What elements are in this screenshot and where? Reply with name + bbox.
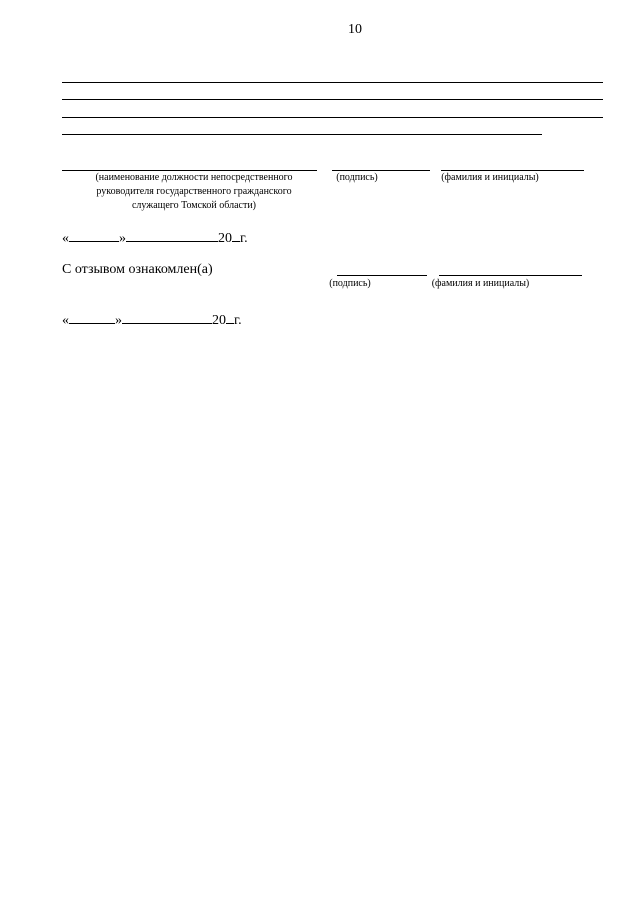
date-field-1 [62, 227, 248, 248]
date-1-year-prefix: 20 [218, 231, 232, 246]
date-2-year-blank [226, 309, 234, 324]
page-number: 10 [348, 22, 362, 37]
date-1-year-blank [232, 227, 240, 242]
text-line-3 [62, 117, 603, 118]
date-1-close-quote: » [119, 231, 126, 246]
text-line-1 [62, 82, 603, 83]
date-2-year-prefix: 20 [212, 313, 226, 328]
date-1-month-blank [126, 227, 218, 242]
employee-name-line [439, 275, 582, 276]
date-2-year-suffix: г. [234, 313, 242, 328]
date-2-close-quote: » [115, 313, 122, 328]
date-1-open-quote: « [62, 231, 69, 246]
date-1-day-blank [69, 227, 119, 242]
date-2-day-blank [69, 309, 115, 324]
acknowledgement-text: С отзывом ознакомлен(а) [62, 262, 213, 277]
employee-signature-caption: (подпись) [329, 278, 371, 289]
employee-signature-line [337, 275, 427, 276]
supervisor-signature-caption: (подпись) [336, 172, 378, 183]
supervisor-name-caption: (фамилия и инициалы) [441, 172, 539, 183]
date-2-open-quote: « [62, 313, 69, 328]
position-caption: (наименование должности непосредственного руководителя государственного гражданского служащего Томской области) [95, 172, 293, 211]
date-field-2 [62, 309, 242, 330]
date-1-year-suffix: г. [240, 231, 248, 246]
text-line-4 [62, 134, 542, 135]
date-2-month-blank [122, 309, 212, 324]
text-line-2 [62, 99, 603, 100]
employee-name-caption: (фамилия и инициалы) [431, 278, 530, 289]
